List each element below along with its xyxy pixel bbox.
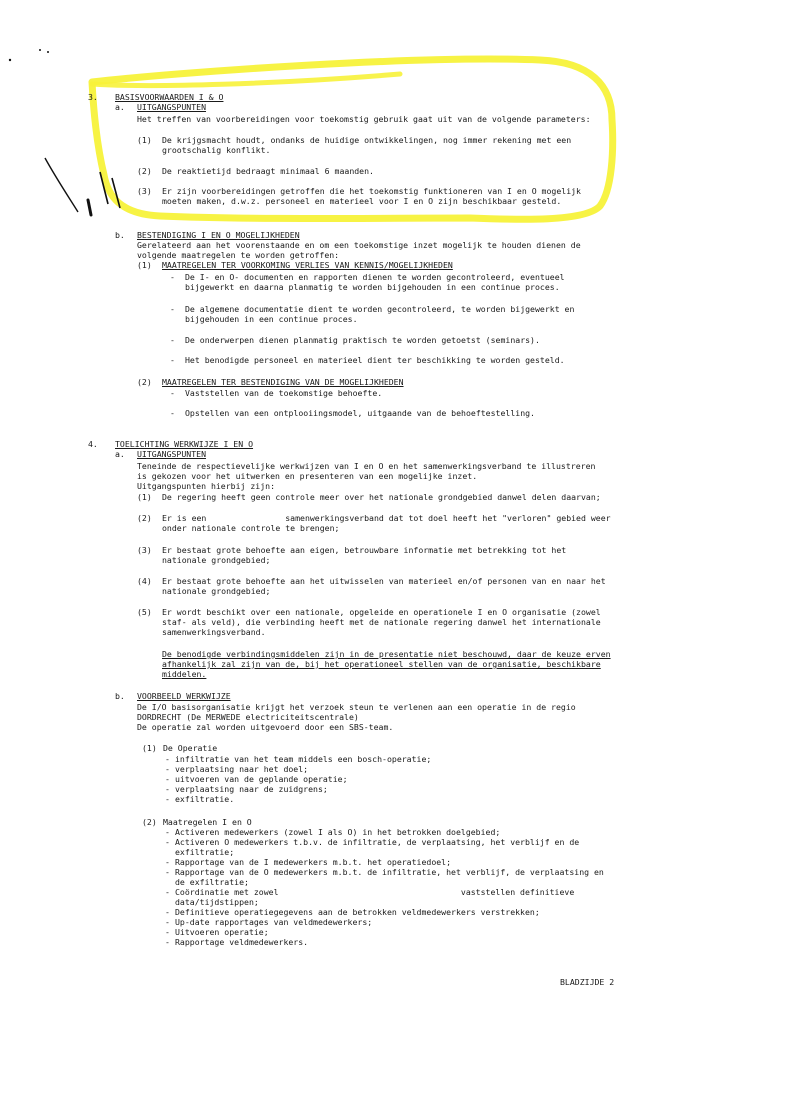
bullet-dash: -: [170, 355, 175, 365]
bullet-dash: -: [170, 272, 175, 282]
section-4b-title: VOORBEELD WERKWIJZE: [137, 691, 231, 701]
item-number: (2): [137, 513, 152, 523]
section-4b-marker: b.: [115, 691, 125, 701]
sub-title: De Operatie: [163, 743, 218, 753]
bullet-text: De I- en O- documenten en rapporten dienen te worden gecontroleerd, eventueel: [185, 272, 565, 282]
bullet-dash: -: [170, 335, 175, 345]
item-text: nationale grondgebied;: [162, 555, 271, 565]
section-4-number: 4.: [88, 439, 98, 449]
item-text: onder nationale controle te brengen;: [162, 523, 340, 533]
bullet-text: Definitieve operatiegegevens aan de betrokken veldmedewerkers verstrekken;: [175, 907, 540, 917]
page-number: BLADZIJDE 2: [560, 977, 615, 987]
section-4b-text: De operatie zal worden uitgevoerd door een SBS-team.: [137, 722, 394, 732]
note-text: afhankelijk zal zijn van de, bij het operationeel stellen van de organisatie, beschikbare: [162, 659, 601, 669]
bullet-dash: -: [165, 907, 170, 917]
item-number: (1): [137, 492, 152, 502]
section-4a-title: UITGANGSPUNTEN: [137, 449, 207, 459]
bullet-dash: -: [165, 857, 170, 867]
section-3b-marker: b.: [115, 230, 125, 240]
item-number: (3): [137, 545, 152, 555]
item-text: staf- als veld), die verbinding heeft met de nationale regering danwel het internationale: [162, 617, 601, 627]
sub-title: Maatregelen I en O: [163, 817, 252, 827]
bullet-dash: -: [165, 867, 170, 877]
bullet-text: infiltratie van het team middels een bosch-operatie;: [175, 754, 432, 764]
bullet-dash: -: [165, 794, 170, 804]
section-3a-title: UITGANGSPUNTEN: [137, 102, 207, 112]
item-text: Er wordt beschikt over een nationale, opgeleide en operationele I en O organisatie (zowel: [162, 607, 601, 617]
item-text: De reaktietijd bedraagt minimaal 6 maanden.: [162, 166, 374, 176]
bullet-text: Het benodigde personeel en materieel dient ter beschikking te worden gesteld.: [185, 355, 565, 365]
section-3-number: 3.: [88, 92, 98, 102]
sub-number: (2): [137, 377, 152, 387]
section-4b-text: DORDRECHT (De MERWEDE electriciteitscentrale): [137, 712, 359, 722]
bullet-dash: -: [165, 917, 170, 927]
item-text: Er bestaat grote behoefte aan het uitwisselen van materieel en/of personen van en naar het: [162, 576, 606, 586]
bullet-text: Rapportage veldmedewerkers.: [175, 937, 309, 947]
bullet-text: de exfiltratie;: [175, 877, 249, 887]
bullet-text: De algemene documentatie dient te worden gecontroleerd, te worden bijgewerkt en: [185, 304, 575, 314]
ink-speck-2: [39, 49, 41, 51]
item-number: (4): [137, 576, 152, 586]
bullet-text: exfiltratie;: [175, 847, 235, 857]
bullet-dash: -: [170, 408, 175, 418]
bullet-text: exfiltratie.: [175, 794, 235, 804]
bullet-text: Vaststellen van de toekomstige behoefte.: [185, 388, 383, 398]
bullet-dash: -: [165, 754, 170, 764]
bullet-dash: -: [165, 937, 170, 947]
item-text: De regering heeft geen controle meer over het nationale grondgebied danwel delen daarvan;: [162, 492, 601, 502]
bullet-text: Up-date rapportages van veldmedewerkers;: [175, 917, 373, 927]
sub-title: MAATREGELEN TER BESTENDIGING VAN DE MOGELIJKHEDEN: [162, 377, 404, 387]
section-4a-marker: a.: [115, 449, 125, 459]
item-number: (3): [137, 186, 152, 196]
bullet-text: Coördinatie met zowel vaststellen definitieve: [175, 887, 575, 897]
bullet-text: Uitvoeren operatie;: [175, 927, 269, 937]
bullet-dash: -: [165, 887, 170, 897]
ink-speck-1: [9, 59, 11, 61]
sub-title: MAATREGELEN TER VOORKOMING VERLIES VAN KENNIS/MOGELIJKHEDEN: [162, 260, 453, 270]
bullet-text: data/tijdstippen;: [175, 897, 259, 907]
section-3a-intro: Het treffen van voorbereidingen voor toekomstig gebruik gaat uit van de volgende parameters:: [137, 114, 591, 124]
note-text: De benodigde verbindingsmiddelen zijn in de presentatie niet beschouwd, daar de keuze erven: [162, 649, 611, 659]
bullet-dash: -: [165, 764, 170, 774]
section-3b-intro: Gerelateerd aan het voorenstaande en om een toekomstige inzet mogelijk te houden dienen de: [137, 240, 581, 250]
item-text: Er zijn voorbereidingen getroffen die het toekomstig funktioneren van I en O mogelijk: [162, 186, 581, 196]
note-text: middelen.: [162, 669, 207, 679]
item-text: Er is een samenwerkingsverband dat tot doel heeft het "verloren" gebied weer: [162, 513, 611, 523]
bullet-text: bijgehouden in een continue proces.: [185, 314, 358, 324]
bullet-text: verplaatsing naar de zuidgrens;: [175, 784, 328, 794]
bullet-dash: -: [170, 304, 175, 314]
section-4-heading: TOELICHTING WERKWIJZE I EN O: [115, 439, 254, 449]
item-number: (1): [137, 135, 152, 145]
item-text: samenwerkingsverband.: [162, 627, 266, 637]
item-text: grootschalig konflikt.: [162, 145, 271, 155]
item-text: Er bestaat grote behoefte aan eigen, betrouwbare informatie met betrekking tot het: [162, 545, 567, 555]
bullet-text: bijgewerkt en daarna planmatig te worden bijgehouden in een continue proces.: [185, 282, 560, 292]
bullet-dash: -: [165, 827, 170, 837]
bullet-text: Rapportage van de O medewerkers m.b.t. de infiltratie, het verblijf, de verplaatsing en: [175, 867, 604, 877]
pen-stroke-1: [45, 158, 78, 212]
section-3a-marker: a.: [115, 102, 125, 112]
bullet-text: Activeren O medewerkers t.b.v. de infiltratie, de verplaatsing, het verblijf en de: [175, 837, 580, 847]
bullet-dash: -: [165, 784, 170, 794]
bullet-dash: -: [170, 388, 175, 398]
section-4b-text: De I/O basisorganisatie krijgt het verzoek steun te verlenen aan een operatie in de regio: [137, 702, 576, 712]
bullet-text: Opstellen van een ontplooiingsmodel, uitgaande van de behoeftestelling.: [185, 408, 535, 418]
bullet-text: verplaatsing naar het doel;: [175, 764, 309, 774]
ink-speck-3: [47, 51, 49, 53]
bullet-dash: -: [165, 774, 170, 784]
item-number: (2): [137, 166, 152, 176]
bullet-text: Rapportage van de I medewerkers m.b.t. het operatiedoel;: [175, 857, 452, 867]
section-3-heading: BASISVOORWAARDEN I & O: [115, 92, 224, 102]
bullet-text: uitvoeren van de geplande operatie;: [175, 774, 348, 784]
bullet-dash: -: [165, 837, 170, 847]
bullet-dash: -: [165, 927, 170, 937]
sub-number: (1): [142, 743, 157, 753]
item-text: De krijgsmacht houdt, ondanks de huidige ontwikkelingen, nog immer rekening met een: [162, 135, 572, 145]
section-4a-intro: is gekozen voor het uitwerken en presenteren van een mogelijke inzet.: [137, 471, 478, 481]
section-4a-intro: Uitgangspunten hierbij zijn:: [137, 481, 276, 491]
sub-number: (1): [137, 260, 152, 270]
pen-stroke-4: [88, 200, 91, 215]
section-4a-intro: Teneinde de respectievelijke werkwijzen van I en O en het samenwerkingsverband te illustreren: [137, 461, 596, 471]
bullet-text: Activeren medewerkers (zowel I als O) in het betrokken doelgebied;: [175, 827, 501, 837]
section-3b-title: BESTENDIGING I EN O MOGELIJKHEDEN: [137, 230, 300, 240]
section-3b-intro: volgende maatregelen te worden getroffen:: [137, 250, 340, 260]
item-text: nationale grondgebied;: [162, 586, 271, 596]
bullet-text: De onderwerpen dienen planmatig praktisch te worden getoetst (seminars).: [185, 335, 540, 345]
item-number: (5): [137, 607, 152, 617]
item-text: moeten maken, d.w.z. personeel en materieel voor I en O zijn beschikbaar gesteld.: [162, 196, 562, 206]
sub-number: (2): [142, 817, 157, 827]
